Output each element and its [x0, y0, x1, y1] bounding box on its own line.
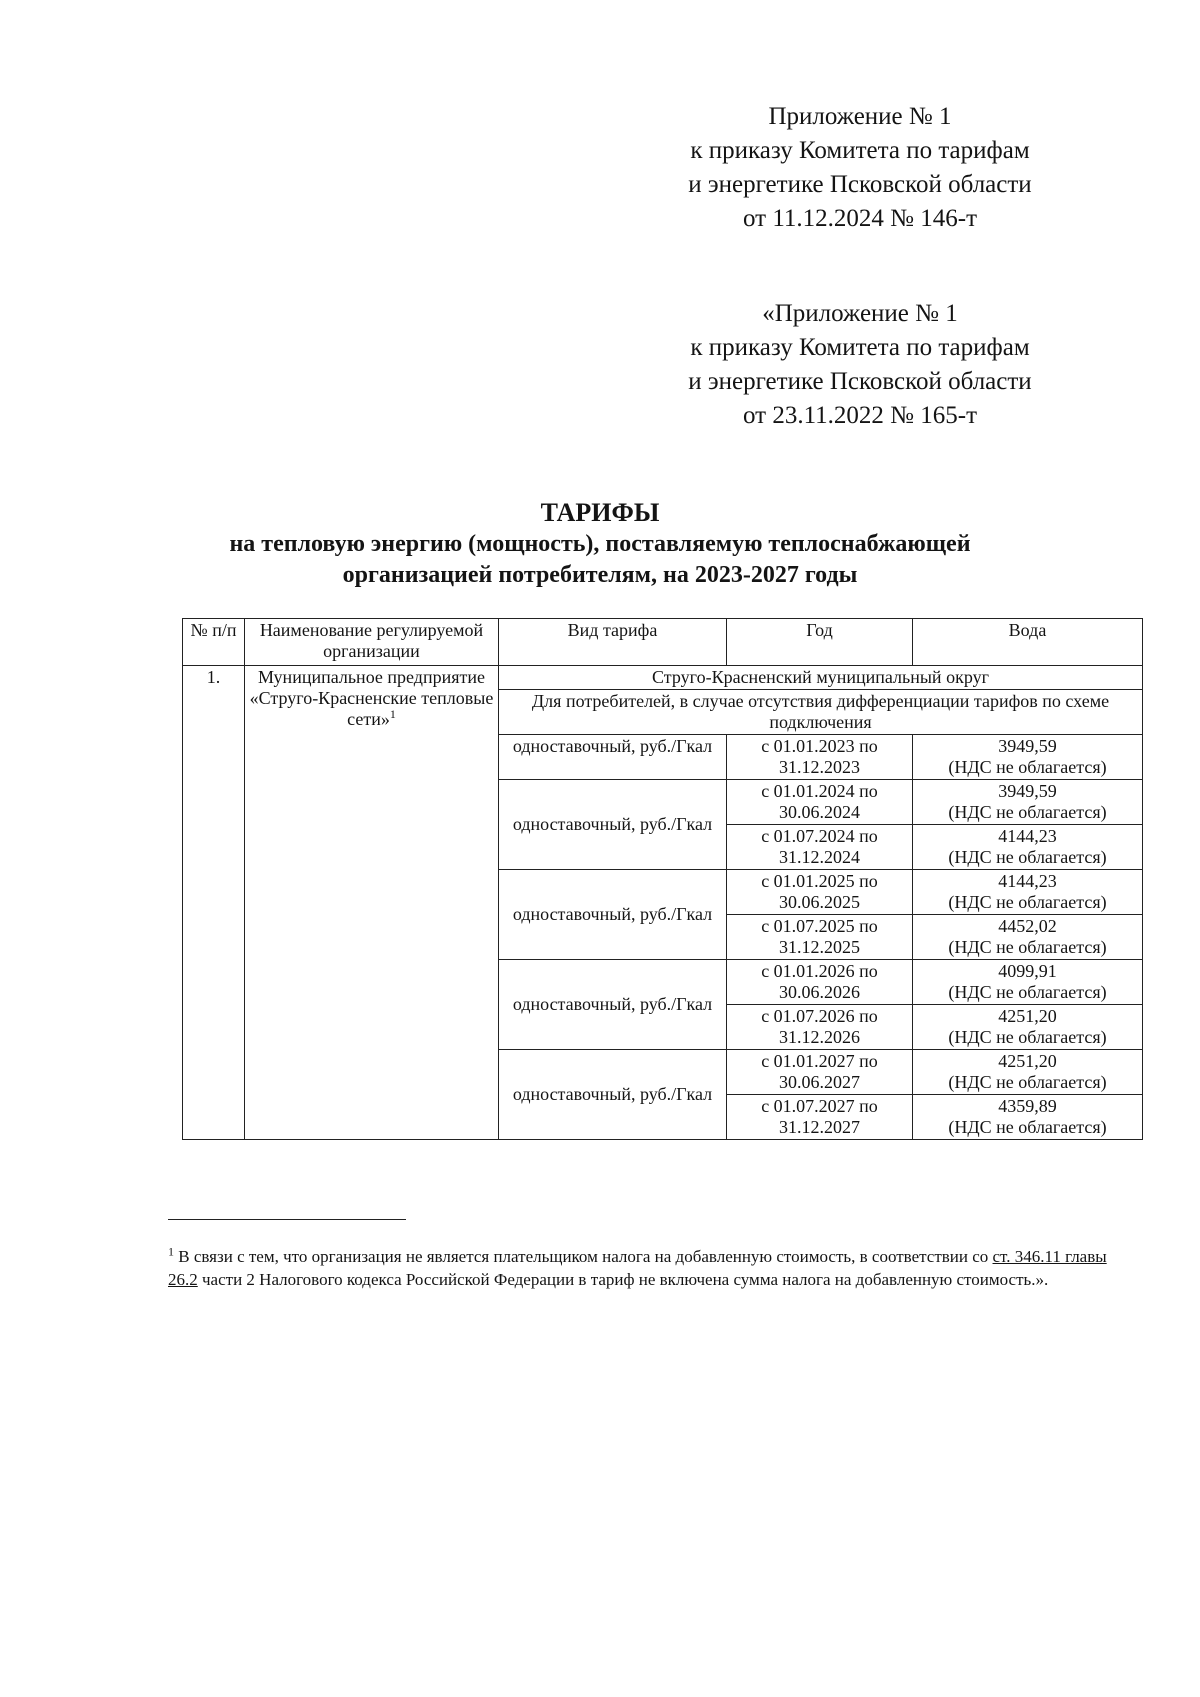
tariff-period: с 01.07.2024 по 31.12.2024: [727, 825, 913, 870]
tariff-value-cell: [913, 1095, 1143, 1140]
tariff-period: с 01.01.2023 по 31.12.2023: [727, 735, 913, 780]
appendix-line: и энергетике Псковской области: [688, 171, 1032, 198]
tariff-type: одноставочный, руб./Гкал: [499, 780, 727, 870]
tariff-value: 4144,23: [998, 871, 1057, 891]
vat-note: (НДС не облагается): [948, 802, 1107, 822]
tariff-value-cell: [913, 780, 1143, 825]
organization-name: [245, 666, 499, 1140]
table-header-row: [183, 619, 1143, 666]
tariff-table: [182, 618, 1143, 1140]
header-water: Вода: [913, 619, 1143, 666]
title-main: ТАРИФЫ: [540, 498, 660, 527]
vat-note: (НДС не облагается): [948, 1072, 1107, 1092]
header-year: Год: [727, 619, 913, 666]
footnote-marker: 1: [168, 1244, 174, 1259]
table-row: [183, 666, 1143, 690]
tariff-type: одноставочный, руб./Гкал: [499, 735, 727, 780]
header-organization: Наименование регулируемой организации: [245, 619, 499, 666]
organization-name-text: Муниципальное предприятие «Струго-Красненские тепловые сети»: [249, 667, 494, 729]
tariff-value: 4251,20: [998, 1051, 1057, 1071]
tariff-period: с 01.01.2025 по 30.06.2025: [727, 870, 913, 915]
title-sub-line-2: организацией потребителям, на 2023-2027 годы: [342, 562, 858, 588]
appendix-line: от 23.11.2022 № 165-т: [742, 402, 978, 429]
tariff-value-cell: [913, 1050, 1143, 1095]
appendix-header-current: [640, 100, 1080, 236]
table-body: [183, 666, 1143, 1140]
footnote-text-after: части 2 Налогового кодекса Российской Федерации в тариф не включена сумма налога на добавленную стоимость.».: [197, 1270, 1049, 1289]
header-num: № п/п: [183, 619, 245, 666]
vat-note: (НДС не облагается): [948, 1117, 1107, 1137]
tariff-value: 4359,89: [998, 1096, 1057, 1116]
appendix-line: «Приложение № 1: [762, 300, 958, 327]
tariff-value-cell: [913, 735, 1143, 780]
tariff-period: с 01.07.2026 по 31.12.2026: [727, 1005, 913, 1050]
tariff-value: 4099,91: [998, 961, 1057, 981]
tariff-period: с 01.01.2026 по 30.06.2026: [727, 960, 913, 1005]
document-title: [150, 497, 1050, 591]
tariff-period: с 01.07.2027 по 31.12.2027: [727, 1095, 913, 1140]
appendix-line: Приложение № 1: [768, 103, 952, 130]
consumer-group: Для потребителей, в случае отсутствия дифференциации тарифов по схеме подключения: [499, 690, 1143, 735]
tariff-value-cell: [913, 870, 1143, 915]
tariff-type: одноставочный, руб./Гкал: [499, 1050, 727, 1140]
vat-note: (НДС не облагается): [948, 757, 1107, 777]
tariff-value: 3949,59: [998, 736, 1057, 756]
tariff-period: с 01.01.2024 по 30.06.2024: [727, 780, 913, 825]
tariff-value: 4452,02: [998, 916, 1057, 936]
tariff-type: одноставочный, руб./Гкал: [499, 960, 727, 1050]
appendix-line: к приказу Комитета по тарифам: [690, 334, 1030, 361]
district-name: Струго-Красненский муниципальный округ: [499, 666, 1143, 690]
vat-note: (НДС не облагается): [948, 847, 1107, 867]
tariff-type: одноставочный, руб./Гкал: [499, 870, 727, 960]
tariff-period: с 01.07.2025 по 31.12.2025: [727, 915, 913, 960]
vat-note: (НДС не облагается): [948, 1027, 1107, 1047]
row-number: 1.: [183, 666, 245, 1140]
tariff-value: 3949,59: [998, 781, 1057, 801]
footnote-ref: 1: [389, 707, 396, 721]
vat-note: (НДС не облагается): [948, 892, 1107, 912]
footnote-text-before: В связи с тем, что организация не является плательщиком налога на добавленную стоимость, в соответствии со: [174, 1247, 993, 1266]
footnote: [168, 1245, 1128, 1291]
tariff-period: с 01.01.2027 по 30.06.2027: [727, 1050, 913, 1095]
tariff-value: 4144,23: [998, 826, 1057, 846]
tariff-value-cell: [913, 1005, 1143, 1050]
vat-note: (НДС не облагается): [948, 982, 1107, 1002]
footnote-divider: [168, 1219, 406, 1220]
tariff-value: 4251,20: [998, 1006, 1057, 1026]
appendix-line: от 11.12.2024 № 146-т: [742, 205, 978, 232]
appendix-line: к приказу Комитета по тарифам: [690, 137, 1030, 164]
tariff-value-cell: [913, 915, 1143, 960]
appendix-header-previous: [640, 297, 1080, 433]
tariff-value-cell: [913, 825, 1143, 870]
tariff-value-cell: [913, 960, 1143, 1005]
header-tariff-type: Вид тарифа: [499, 619, 727, 666]
appendix-line: и энергетике Псковской области: [688, 368, 1032, 395]
title-sub-line-1: на тепловую энергию (мощность), поставляемую теплоснабжающей: [229, 531, 971, 557]
vat-note: (НДС не облагается): [948, 937, 1107, 957]
footnote-law-link[interactable]: ст. 346.11 главы 26.2: [168, 1247, 1107, 1289]
